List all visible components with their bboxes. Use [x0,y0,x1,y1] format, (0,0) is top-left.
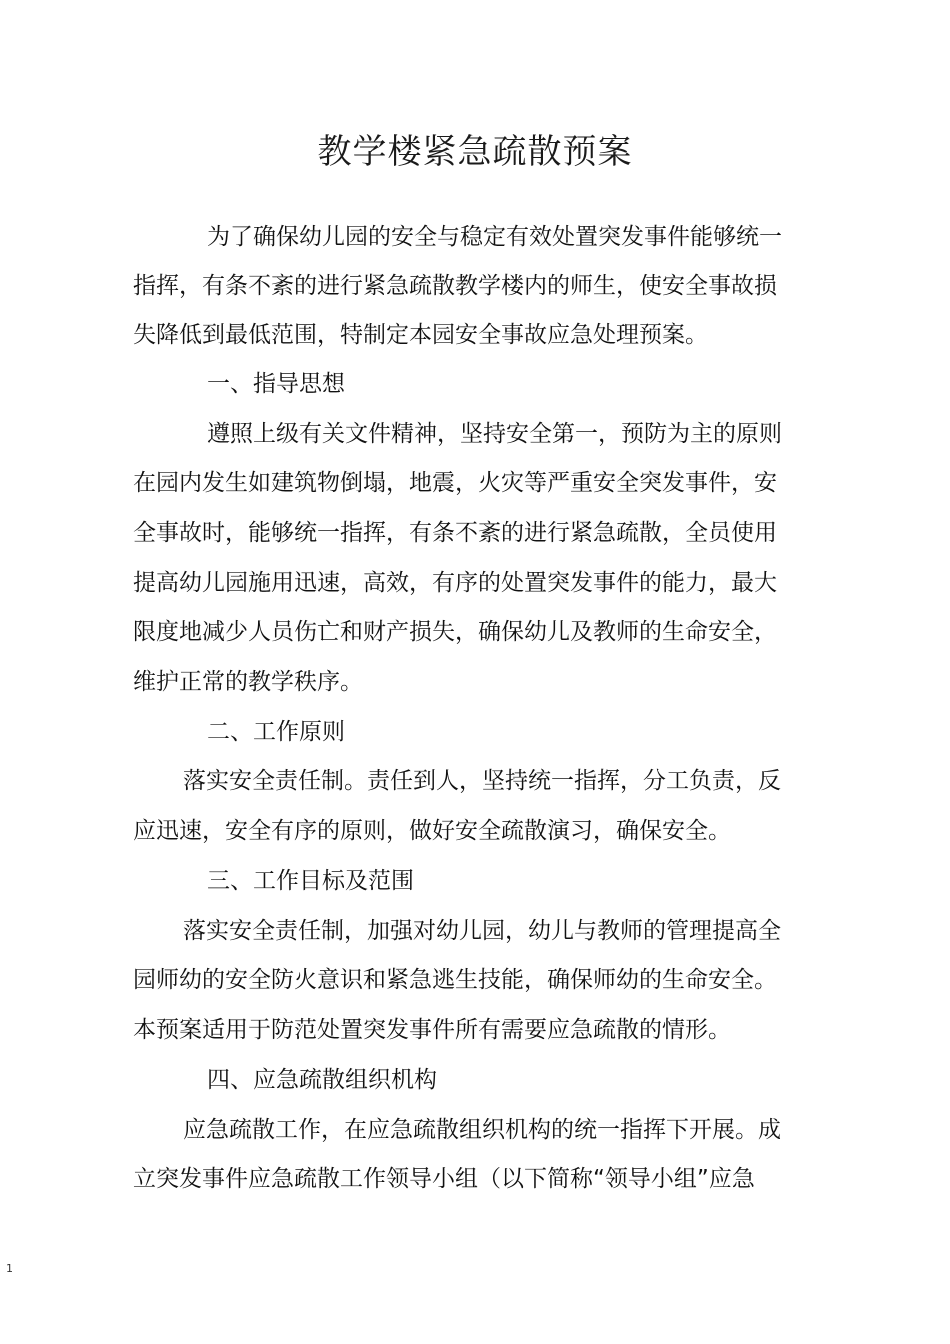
section-heading-work-principles: 二、工作原则 [207,719,345,745]
paragraph-guiding-line-3: 全事故时，能够统一指挥，有条不紊的进行紧急疏散，全员使用 [133,520,777,546]
paragraph-guiding-line-1: 遵照上级有关文件精神，坚持安全第一，预防为主的原则 [207,421,782,447]
paragraph-goals-line-2: 园师幼的安全防火意识和紧急逃生技能，确保师幼的生命安全。 [133,967,777,993]
section-heading-guiding-thought: 一、指导思想 [207,371,345,397]
paragraph-guiding-line-2: 在园内发生如建筑物倒塌，地震，火灾等严重安全突发事件，安 [133,470,777,496]
paragraph-intro-line-2: 指挥，有条不紊的进行紧急疏散教学楼内的师生，使安全事故损 [133,273,777,299]
paragraph-principles-line-2: 应迅速，安全有序的原则，做好安全疏散演习，确保安全。 [133,818,731,844]
section-heading-goals-scope: 三、工作目标及范围 [207,868,414,894]
paragraph-goals-line-1: 落实安全责任制，加强对幼儿园，幼儿与教师的管理提高全 [183,918,781,944]
paragraph-intro-line-3: 失降低到最低范围，特制定本园安全事故应急处理预案。 [133,322,708,348]
page-number: 1 [6,1262,13,1275]
paragraph-intro-line-1: 为了确保幼儿园的安全与稳定有效处置突发事件能够统一 [207,224,782,250]
paragraph-guiding-line-4: 提高幼儿园施用迅速，高效，有序的处置突发事件的能力，最大 [133,570,777,596]
paragraph-guiding-line-5: 限度地减少人员伤亡和财产损失，确保幼儿及教师的生命安全， [133,619,777,645]
paragraph-goals-line-3: 本预案适用于防范处置突发事件所有需要应急疏散的情形。 [133,1017,731,1043]
paragraph-principles-line-1: 落实安全责任制。责任到人，坚持统一指挥，分工负责，反 [183,768,781,794]
paragraph-guiding-line-6: 维护正常的教学秩序。 [133,669,363,695]
paragraph-organization-line-1: 应急疏散工作，在应急疏散组织机构的统一指挥下开展。成 [183,1117,781,1143]
paragraph-organization-line-2: 立突发事件应急疏散工作领导小组（以下简称“领导小组”应急 [133,1166,755,1192]
document-title: 教学楼紧急疏散预案 [317,132,633,172]
section-heading-organization: 四、应急疏散组织机构 [207,1067,437,1093]
